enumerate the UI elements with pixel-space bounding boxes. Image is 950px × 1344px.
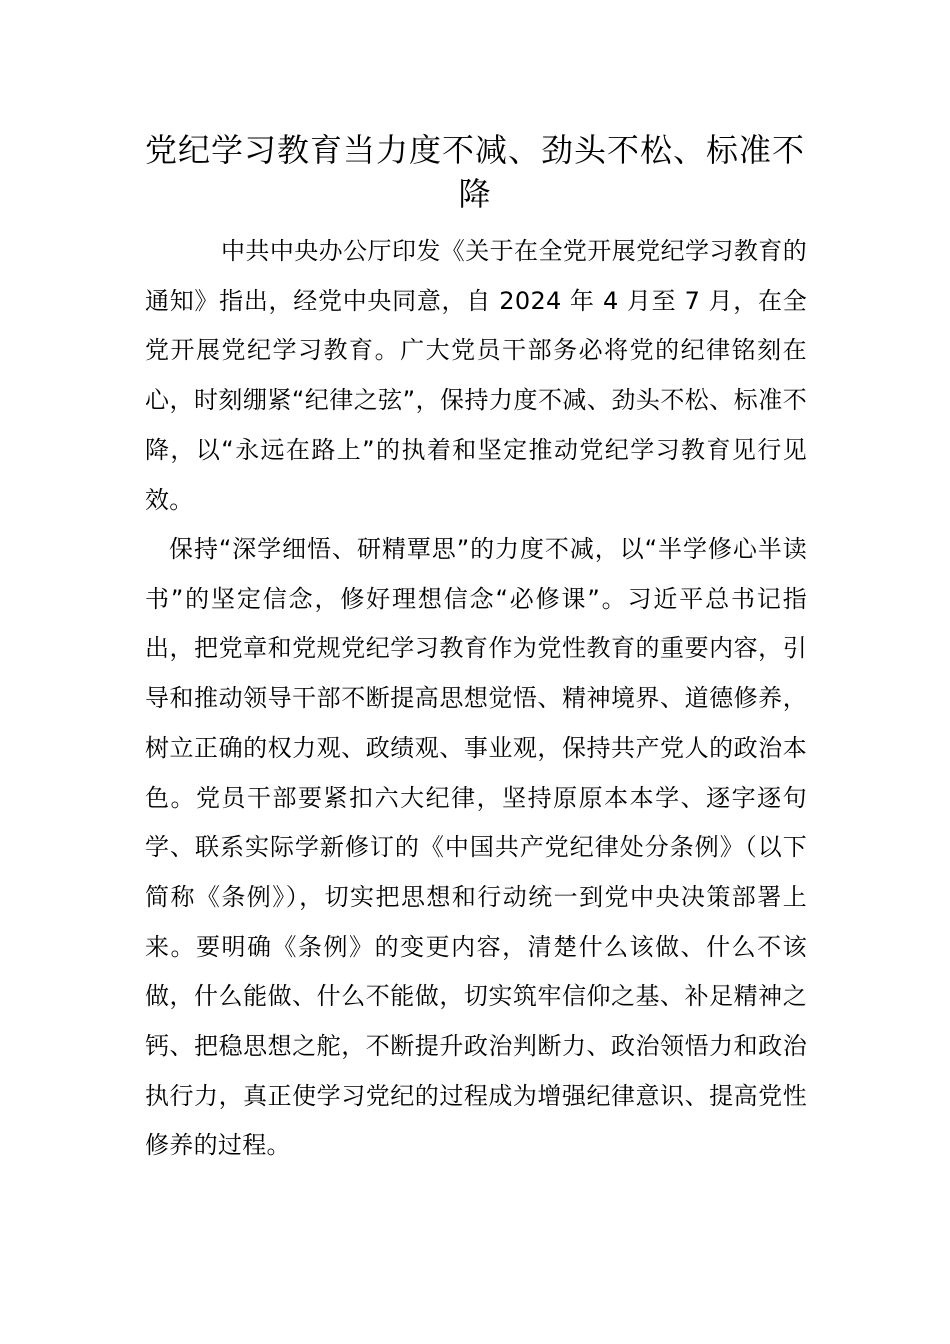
document-title: 党纪学习教育当力度不减、劲头不松、标准不降	[144, 131, 805, 213]
body-paragraph-2: 保持“深学细悟、研精覃思”的力度不减，以“半学修心半读书”的坚定信念，修好理想信念“必修课”。习近平总书记指出，把党章和党规党纪学习教育作为党性教育的重要内容，引导和推动领导干部不断提高思想觉悟、精神境界、道德修养，树立正确的权力观、政绩观、事业观，保持共产党人的政治本色。党员干部要紧扣六大纪律，坚持原原本本学、逐字逐句学、联系实际学新修订的《中国共产党纪律处分条例》（以下简称《条例》），切实把思想和行动统一到党中央决策部署上来。要明确《条例》的变更内容，清楚什么该做、什么不该做，什么能做、什么不能做，切实筑牢信仰之基、补足精神之钙、把稳思想之舵，不断提升政治判断力、政治领悟力和政治执行力，真正使学习党纪的过程成为增强纪律意识、提高党性修养的过程。	[145, 535, 807, 1160]
body-paragraph-1: 中共中央办公厅印发《关于在全党开展党纪学习教育的通知》指出，经党中央同意，自 2024 年 4 月至 7 月，在全党开展党纪学习教育。广大党员干部务必将党的纪律铭刻在心，时刻绷紧“纪律之弦”，保持力度不减、劲头不松、标准不降，以“永远在路上”的执着和坚定推动党纪学习教育见行见效。	[145, 237, 807, 514]
